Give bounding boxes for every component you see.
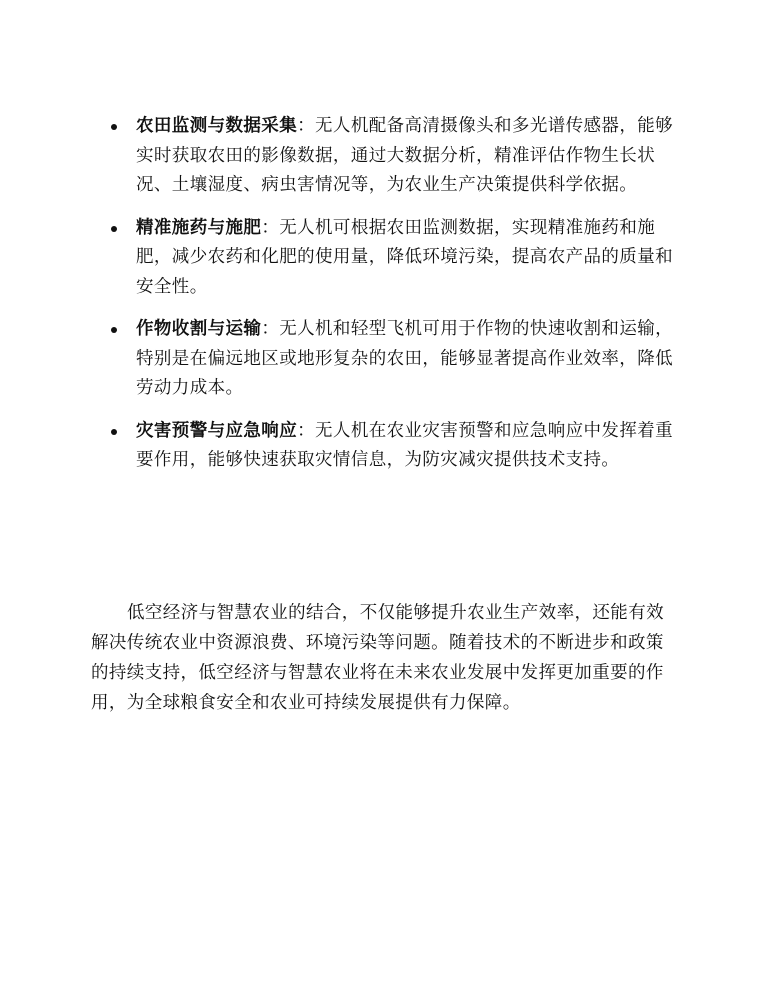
bullet-separator: ： — [261, 319, 280, 339]
bullet-item-field-monitoring — [108, 112, 688, 201]
bullet-separator: ： — [297, 420, 316, 441]
bullet-dot-icon — [111, 327, 117, 333]
bullet-separator: ： — [261, 217, 280, 238]
bullet-separator: ： — [297, 116, 316, 136]
bullet-text: 无人机可根据农田监测数据，实现精准施药和施肥，减少农药和化肥的使用量，降低环境污染，提高农产品的质量和安全性。 — [136, 217, 673, 297]
bullet-dot-icon — [111, 429, 117, 435]
bullet-text: 无人机配备高清摄像头和多光谱传感器，能够实时获取农田的影像数据，通过大数据分析，精准评估作物生长状况、土壤湿度、病虫害情况等，为农业生产决策提供科学依据。 — [136, 116, 674, 195]
bullet-title: 农田监测与数据采集 — [136, 116, 298, 136]
bullet-text: 无人机在农业灾害预警和应急响应中发挥着重要作用，能够快速获取灾情信息，为防灾减灾提供技术支持。 — [136, 420, 674, 470]
bullet-title: 作物收割与运输 — [136, 319, 262, 339]
bullet-title: 灾害预警与应急响应 — [136, 420, 298, 441]
bullet-item-precision-spraying — [108, 214, 688, 303]
conclusion-paragraph: 低空经济与智慧农业的结合，不仅能够提升农业生产效率，还能有效解决传统农业中资源浪费、环境污染等问题。随着技术的不断进步和政策的持续支持，低空经济与智慧农业将在未来农业发展中发挥更加重要的作用，为全球粮食安全和农业可持续发展提供有力保障。 — [91, 603, 664, 713]
bullet-item-harvest-transport — [108, 315, 688, 404]
bullet-dot-icon — [111, 124, 117, 130]
bullet-item-disaster-warning — [108, 417, 688, 476]
bullet-dot-icon — [111, 226, 117, 232]
bullet-text: 无人机和轻型飞机可用于作物的快速收割和运输，特别是在偏远地区或地形复杂的农田，能够显著提高作业效率，降低劳动力成本。 — [136, 319, 674, 398]
application-bullet-list — [108, 112, 688, 489]
bullet-title: 精准施药与施肥 — [136, 217, 262, 238]
